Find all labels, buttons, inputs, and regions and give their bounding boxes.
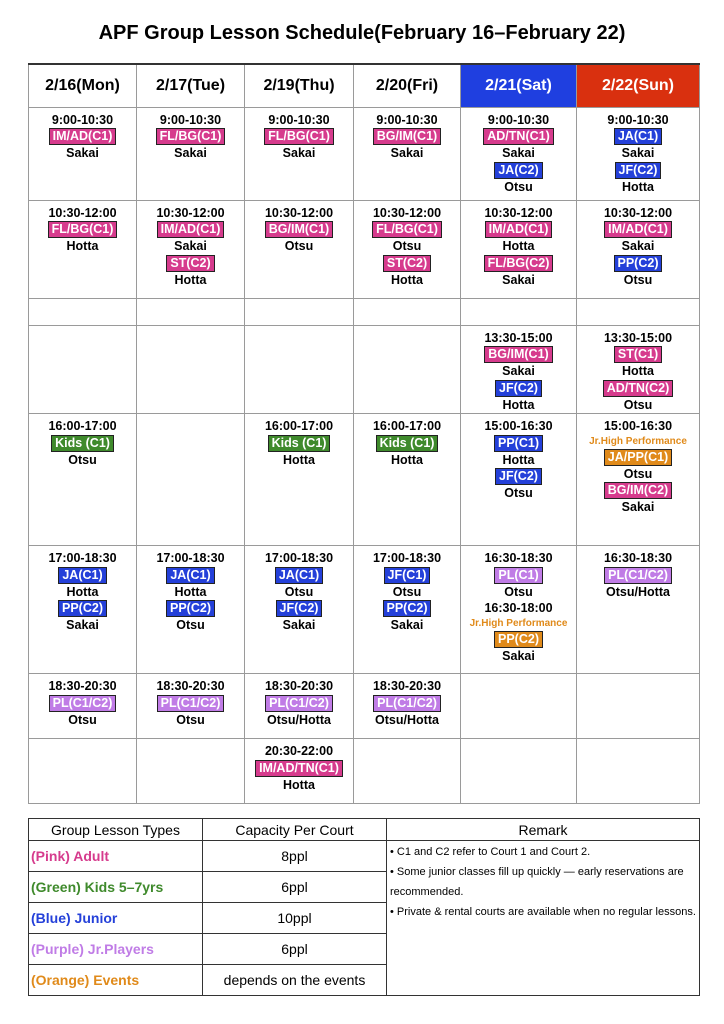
lesson-time: 13:30-15:00 [603,330,673,345]
schedule-cell [29,298,137,325]
lesson-time: 16:30-18:00 [484,601,553,615]
lesson-time: 16:30-18:30 [603,551,673,565]
coach-name: Hotta [502,452,535,467]
lesson-tag: ST(C2) [383,255,431,272]
coach-name: Hotta [622,364,654,378]
remark-item: • Some junior classes fill up quickly — early reservations are recommended. [390,866,684,898]
coach-name: Sakai [66,618,99,632]
lesson-tag: PL(C1/C2) [265,695,333,712]
coach-name: Otsu [176,618,205,632]
page-title: APF Group Lesson Schedule(February 16–February 22) [98,22,626,44]
coach-name: Otsu [68,452,97,467]
event-note: Jr.High Performance [589,435,687,447]
schedule-cell [137,325,245,414]
coach-name: Otsu [284,239,314,253]
lesson-tag: AD/TN(C2) [603,380,674,397]
coach-name: Hotta [502,239,535,253]
schedule-cell [245,325,354,414]
schedule-table [28,63,700,804]
day-header-tue: 2/17(Tue) [137,64,245,107]
lesson-tag: Kids (C1) [51,435,114,452]
lesson-tag: PL(C1/C2) [604,567,672,584]
legend-type: (Pink) Adult [29,841,203,872]
lesson-tag: PP(C2) [166,600,215,617]
coach-name: Hotta [502,397,535,412]
lesson-tag: IM/AD(C1) [49,128,117,145]
schedule-cell [577,298,700,325]
legend-header-row [29,819,700,841]
coach-name: Hotta [391,272,423,287]
lesson-time: 16:00-17:00 [372,419,442,433]
coach-name: Otsu [392,239,422,253]
lesson-tag: BG/IM(C1) [484,346,552,363]
lesson-time: 10:30-12:00 [484,205,553,220]
lesson-tag: Kids (C1) [268,435,331,452]
schedule-body [29,107,700,804]
schedule-cell [137,298,245,325]
lesson-tag: JA(C1) [275,567,323,584]
coach-name: Sakai [390,618,424,632]
schedule-cell [461,200,577,298]
day-header-mon: 2/16(Mon) [29,64,137,107]
schedule-cell [137,200,245,298]
lesson-tag: BG/IM(C1) [265,221,333,238]
legend-capacity: 6ppl [203,872,387,903]
schedule-cell [577,546,700,674]
coach-name: Otsu [504,486,533,500]
coach-name: Sakai [502,364,535,378]
schedule-cell [29,325,137,414]
legend-capacity: 6ppl [203,934,387,965]
lesson-tag: PL(C1/C2) [373,695,441,712]
schedule-cell [461,107,577,200]
legend-type: (Green) Kids 5–7yrs [29,872,203,903]
remark-item: • Private & rental courts are available when no regular lessons. [390,906,696,918]
legend-capacity: depends on the events [203,965,387,996]
schedule-cell [245,739,354,804]
legend-type: (Purple) Jr.Players [29,934,203,965]
lesson-time: 18:30-20:30 [48,679,117,693]
schedule-cell [354,414,461,546]
schedule-cell [245,107,354,200]
coach-name: Sakai [621,500,655,514]
lesson-time: 18:30-20:30 [264,679,334,693]
coach-name: Sakai [502,272,535,287]
coach-name: Otsu/Hotta [267,712,331,727]
lesson-tag: JF(C2) [495,468,542,485]
schedule-cell [577,325,700,414]
lesson-tag: IM/AD(C1) [485,221,553,238]
lesson-tag: JA(C1) [166,567,214,584]
coach-name: Sakai [282,146,316,160]
legend-capacity: 10ppl [203,903,387,934]
lesson-time: 10:30-12:00 [603,205,673,220]
lesson-time: 16:30-18:30 [484,551,553,565]
coach-name: Sakai [621,239,655,253]
lesson-tag: JF(C2) [495,380,542,397]
legend-capacity: 8ppl [203,841,387,872]
coach-name: Otsu/Hotta [375,712,439,727]
schedule-cell [354,739,461,804]
event-note: Jr.High Performance [469,617,568,629]
lesson-time: 10:30-12:00 [264,205,334,220]
lesson-time: 10:30-12:00 [372,205,442,220]
lesson-tag: PL(C1/C2) [49,695,117,712]
schedule-row [29,107,700,200]
schedule-cell [245,674,354,739]
schedule-cell [354,546,461,674]
schedule-row [29,325,700,414]
schedule-cell [29,739,137,804]
lesson-tag: FL/BG(C1) [156,128,226,145]
schedule-cell [577,414,700,546]
legend-remarks [387,841,700,996]
lesson-tag: PL(C1/C2) [157,695,225,712]
lesson-time: 15:00-16:30 [484,419,553,433]
lesson-time: 16:00-17:00 [264,419,334,433]
legend-header-remark: Remark [387,819,700,841]
lesson-tag: FL/BG(C1) [48,221,118,238]
coach-name: Hotta [174,584,207,599]
day-header-fri: 2/20(Fri) [354,64,461,107]
lesson-tag: PP(C2) [58,600,107,617]
lesson-tag: PL(C1) [494,567,542,584]
day-header-thu: 2/19(Thu) [245,64,354,107]
schedule-cell [29,107,137,200]
schedule-cell [137,414,245,546]
lesson-tag: JA(C1) [614,128,662,145]
coach-name: Otsu [504,179,533,194]
schedule-cell [461,325,577,414]
lesson-tag: IM/AD/TN(C1) [255,760,343,777]
day-header-row [29,64,700,107]
coach-name: Otsu [504,584,533,599]
lesson-tag: PP(C2) [383,600,432,617]
lesson-time: 13:30-15:00 [484,330,553,345]
coach-name: Otsu [284,584,314,599]
lesson-tag: Kids (C1) [376,435,439,452]
schedule-cell [245,200,354,298]
schedule-cell [29,200,137,298]
coach-name: Otsu [392,584,422,599]
day-header-sat: 2/21(Sat) [461,64,577,107]
lesson-time: 9:00-10:30 [607,112,669,127]
lesson-time: 9:00-10:30 [376,112,438,127]
coach-name: Hotta [66,584,99,599]
lesson-time: 10:30-12:00 [156,205,225,220]
schedule-cell [137,674,245,739]
coach-name: Sakai [174,146,207,160]
legend-type: (Orange) Events [29,965,203,996]
lesson-tag: JA/PP(C1) [604,449,672,466]
schedule-cell [137,546,245,674]
legend-header-types: Group Lesson Types [29,819,203,841]
lesson-tag: JA(C2) [494,162,542,179]
lesson-tag: PP(C2) [494,631,543,648]
coach-name: Otsu [623,397,653,412]
schedule-cell [29,414,137,546]
lesson-time: 17:00-18:30 [156,551,225,565]
legend-table [28,818,700,996]
lesson-time: 17:00-18:30 [264,551,334,565]
lesson-tag: JF(C1) [384,567,431,584]
coach-name: Hotta [174,272,207,287]
schedule-cell [461,739,577,804]
coach-name: Sakai [502,146,535,160]
lesson-time: 16:00-17:00 [48,419,117,433]
schedule-cell [245,546,354,674]
coach-name: Otsu [176,712,205,727]
lesson-time: 10:30-12:00 [48,205,117,220]
lesson-tag: PP(C1) [494,435,543,452]
lesson-time: 9:00-10:30 [51,112,114,127]
coach-name: Sakai [390,146,424,160]
lesson-time: 9:00-10:30 [487,112,550,127]
schedule-cell [577,200,700,298]
lesson-time: 20:30-22:00 [264,744,334,758]
lesson-tag: FL/BG(C1) [372,221,442,238]
schedule-row [29,200,700,298]
coach-name: Otsu [623,466,653,481]
coach-name: Otsu [68,712,97,727]
day-header-sun: 2/22(Sun) [577,64,700,107]
coach-name: Hotta [622,179,654,194]
schedule-cell [245,414,354,546]
lesson-tag: FL/BG(C1) [264,128,334,145]
coach-name: Hotta [66,239,99,253]
schedule-cell [354,107,461,200]
lesson-tag: IM/AD(C1) [604,221,672,238]
schedule-cell [29,674,137,739]
lesson-tag: FL/BG(C2) [484,255,554,272]
legend-header-capacity: Capacity Per Court [203,819,387,841]
lesson-tag: ST(C2) [166,255,214,272]
schedule-cell [137,739,245,804]
lesson-tag: JF(C2) [276,600,323,617]
schedule-cell [354,298,461,325]
lesson-time: 15:00-16:30 [603,419,673,433]
coach-name: Sakai [621,146,655,160]
lesson-tag: BG/IM(C1) [373,128,441,145]
schedule-cell [29,546,137,674]
schedule-row [29,546,700,674]
coach-name: Hotta [283,777,315,792]
schedule-cell [577,674,700,739]
lesson-time: 17:00-18:30 [372,551,442,565]
legend-type: (Blue) Junior [29,903,203,934]
schedule-cell [461,546,577,674]
schedule-cell [354,674,461,739]
lesson-time: 9:00-10:30 [159,112,222,127]
coach-name: Sakai [282,618,316,632]
schedule-row [29,739,700,804]
lesson-time: 18:30-20:30 [156,679,225,693]
lesson-tag: PP(C2) [614,255,663,272]
schedule-cell [577,107,700,200]
lesson-tag: BG/IM(C2) [604,482,672,499]
lesson-tag: JA(C1) [58,567,106,584]
lesson-time: 17:00-18:30 [48,551,117,565]
coach-name: Otsu/Hotta [606,584,670,599]
lesson-tag: JF(C2) [615,162,662,179]
schedule-cell [461,414,577,546]
lesson-tag: ST(C1) [614,346,662,363]
coach-name: Sakai [66,146,99,160]
coach-name: Sakai [502,648,535,663]
schedule-cell [137,107,245,200]
schedule-cell [461,674,577,739]
schedule-cell [461,298,577,325]
coach-name: Hotta [391,452,423,467]
legend-row [29,841,700,872]
lesson-time: 9:00-10:30 [268,112,330,127]
schedule-cell [354,325,461,414]
schedule-row [29,674,700,739]
schedule-row [29,298,700,325]
remark-item: • C1 and C2 refer to Court 1 and Court 2. [390,846,591,858]
schedule-row [29,414,700,546]
lesson-tag: IM/AD(C1) [157,221,225,238]
coach-name: Otsu [623,272,653,287]
lesson-tag: AD/TN(C1) [483,128,554,145]
coach-name: Sakai [174,239,207,253]
schedule-cell [245,298,354,325]
coach-name: Hotta [283,452,315,467]
schedule-cell [354,200,461,298]
schedule-cell [577,739,700,804]
lesson-time: 18:30-20:30 [372,679,442,693]
